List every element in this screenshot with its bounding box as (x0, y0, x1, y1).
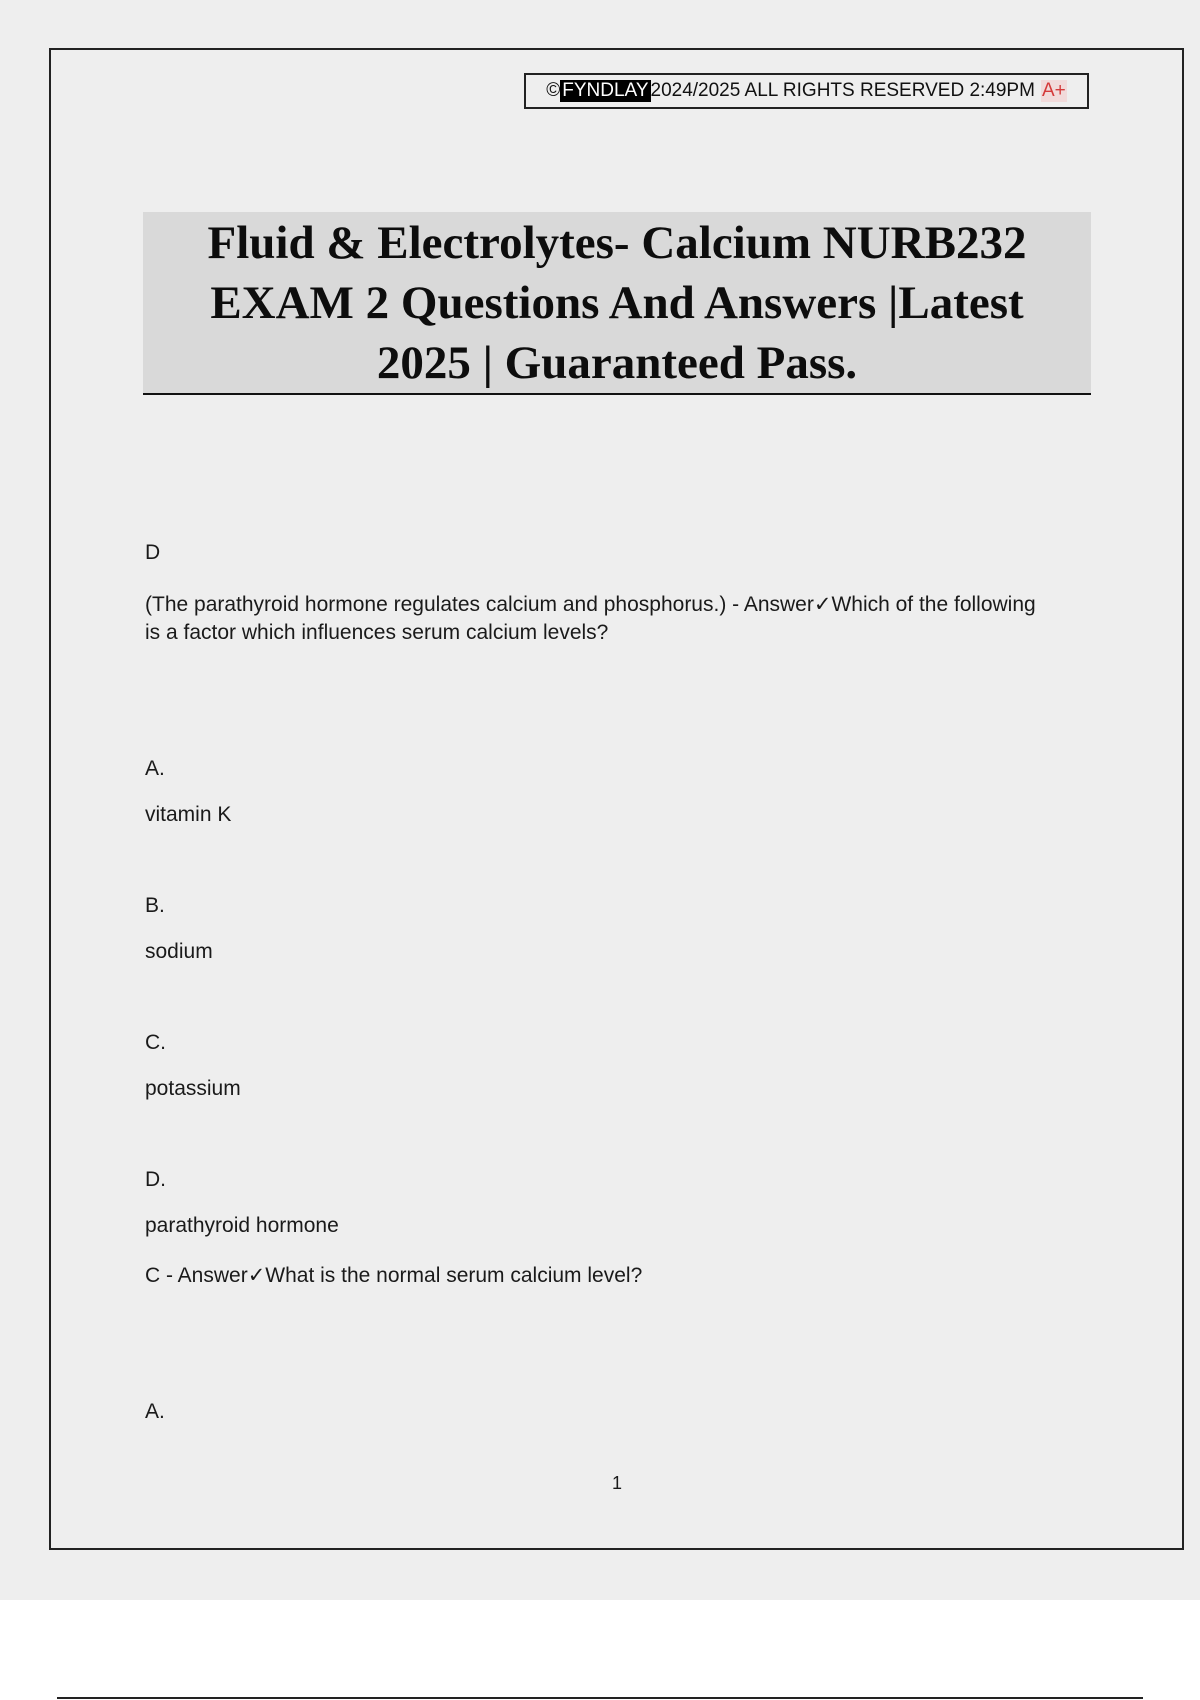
answer-letter: D (145, 541, 161, 564)
page-number: 1 (611, 1473, 622, 1493)
copyright-header (524, 73, 1089, 109)
question-text: (The parathyroid hormone regulates calcium and phosphorus.) - Answer✓Which of the following is a factor which influences serum calcium levels? (145, 593, 1036, 644)
grade-badge: A+ (1041, 80, 1066, 101)
rights-notice: 2024/2025 ALL RIGHTS RESERVED 2:49PM (650, 80, 1035, 101)
footer-divider (57, 1697, 1143, 1699)
question-text-2: C - Answer✓What is the normal serum calcium level? (145, 1264, 643, 1287)
option-letter-a-2: A. (145, 1400, 165, 1423)
title-banner (143, 212, 1091, 395)
option-text-d: parathyroid hormone (145, 1214, 339, 1237)
option-letter-b: B. (145, 894, 165, 917)
document-title: Fluid & Electrolytes- Calcium NURB232 EXAM 2 Questions And Answers |Latest 2025 | Guaranteed Pass. (207, 216, 1027, 389)
option-text-c: potassium (145, 1077, 241, 1100)
option-text-a: vitamin K (145, 803, 232, 826)
option-letter-d: D. (145, 1168, 166, 1191)
option-letter-a: A. (145, 757, 165, 780)
copyright-symbol: © (546, 80, 561, 101)
option-text-b: sodium (145, 940, 213, 963)
option-letter-c: C. (145, 1031, 166, 1054)
brand-name: FYNDLAY (562, 80, 649, 101)
